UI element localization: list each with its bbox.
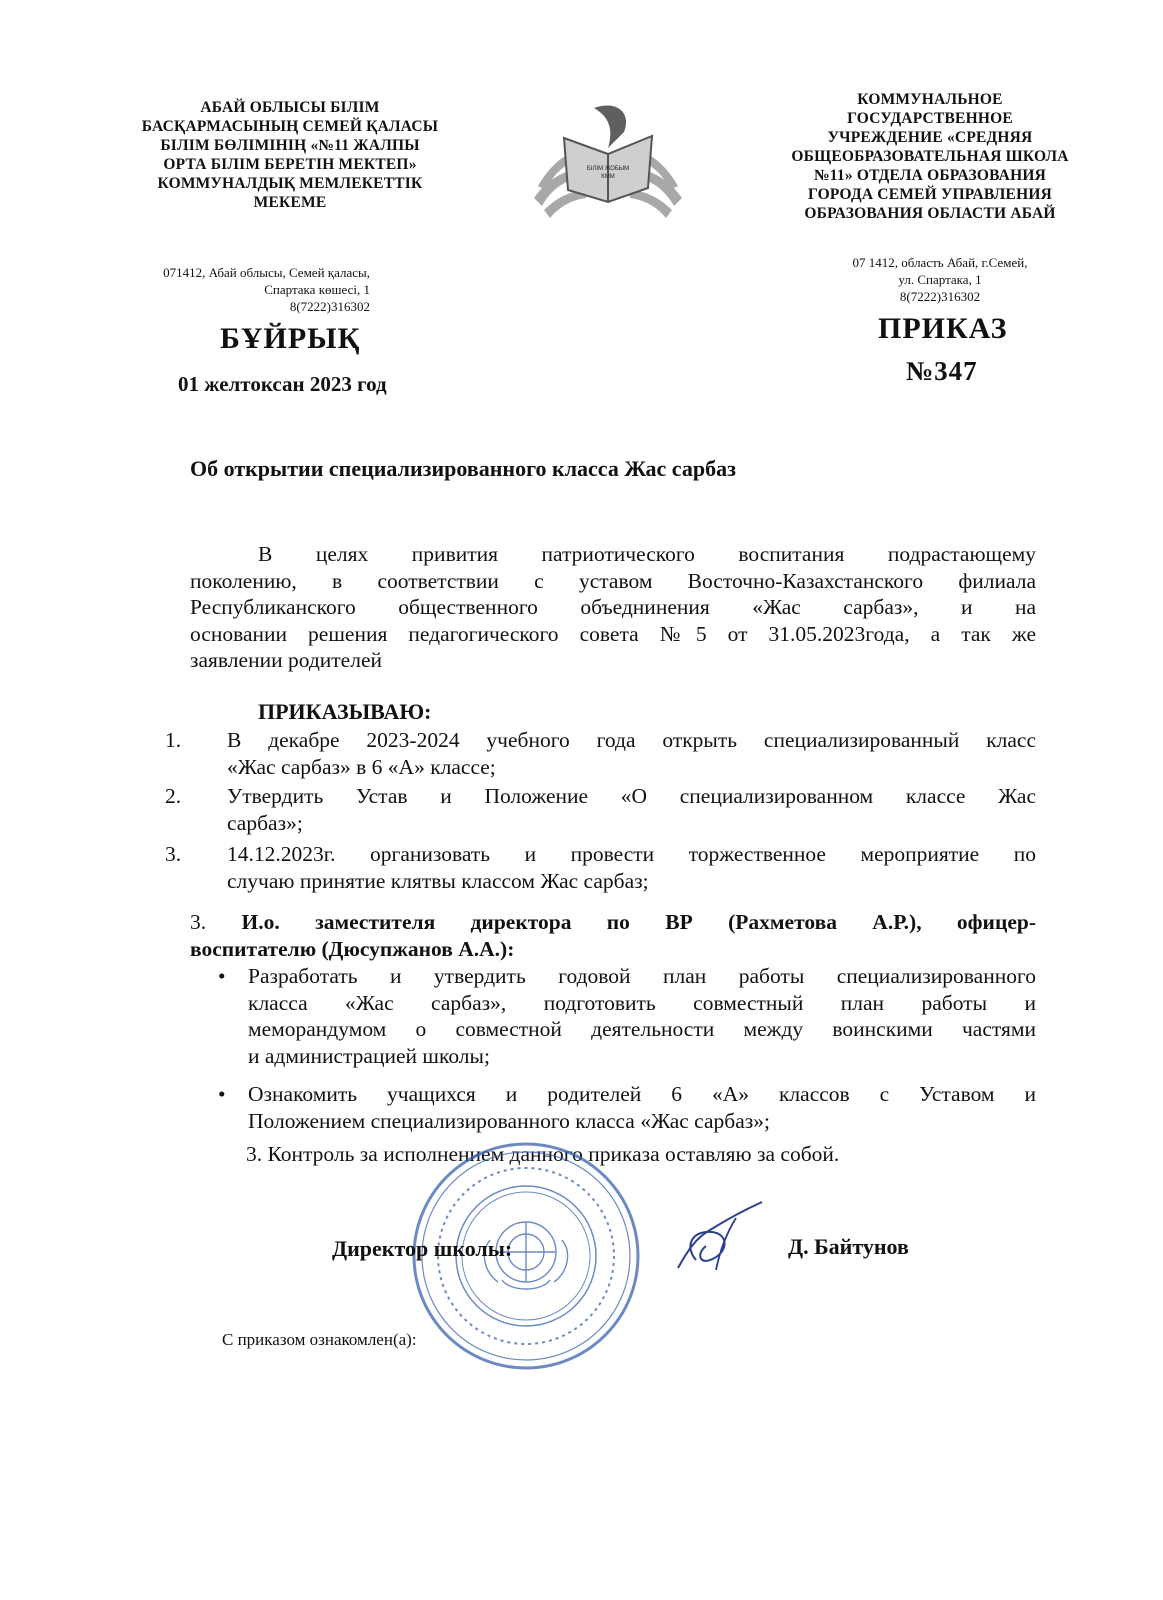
bullet-item [212, 1081, 1036, 1134]
order-title-kz: БҰЙРЫҚ [220, 322, 361, 355]
header-right-org-line: №11» ОТДЕЛА ОБРАЗОВАНИЯ [814, 167, 1046, 184]
responsible-number: 3. [190, 910, 207, 934]
header-left-org-line: МЕКЕМЕ [253, 194, 327, 211]
header-right-org-line: ОБЩЕОБРАЗОВАТЕЛЬНАЯ ШКОЛА [791, 148, 1069, 165]
order-item [165, 841, 1036, 894]
header-right-org-line: УЧРЕЖДЕНИЕ «СРЕДНЯЯ [827, 129, 1033, 146]
bullet-line: меморандумом о совместной деятельности между воинскими частями [248, 1017, 1036, 1041]
handwritten-signature [666, 1190, 776, 1280]
header-left-org-line: БАСҚАРМАСЫНЫҢ СЕМЕЙ ҚАЛАСЫ [141, 118, 439, 135]
signature-name: Д. Байтунов [788, 1234, 909, 1259]
command-heading: ПРИКАЗЫВАЮ: [258, 699, 432, 724]
header-right-org-line: КОММУНАЛЬНОЕ [857, 91, 1003, 108]
bullet-line: Положением специализированного класса «Жас сарбаз»; [248, 1108, 770, 1133]
header-right-org-line: ГОРОДА СЕМЕЙ УПРАВЛЕНИЯ [807, 186, 1052, 203]
header-right-address [790, 254, 1090, 305]
acknowledged-line: С приказом ознакомлен(а): [222, 1330, 417, 1349]
school-logo [524, 98, 692, 228]
responsible-block [190, 909, 1036, 962]
intro-line: основании решения педагогического совета №5 от 31.05.2023года, а так же [190, 621, 1036, 646]
order-subject: Об открытии специализированного класса Жас сарбаз [190, 456, 736, 481]
order-date: 01 желтоксан 2023 год [178, 372, 387, 396]
address-line: 071412, Абай облысы, Семей қаласы, [163, 265, 370, 280]
responsible-text: И.о. заместителя директора по ВР (Рахметова А.Р.), офицер- [241, 910, 1036, 934]
responsible-line [190, 909, 1036, 936]
item-line: В декабре 2023-2024 учебного года открыть специализированный класс [227, 728, 1036, 752]
item-number: 2. [165, 784, 182, 808]
bullet-line: класса «Жас сарбаз», подготовить совместный план работы и [248, 990, 1036, 1015]
logo-text: БІЛІМ ЖОБЫМ [586, 166, 630, 172]
control-clause: 3. Контроль за исполнением данного приказа оставляю за собой. [246, 1142, 840, 1166]
intro-paragraph [190, 541, 1036, 674]
bullet-dot: • [218, 964, 226, 988]
item-line: «Жас сарбаз» в 6 «А» классе; [227, 754, 496, 779]
header-left-org-line: КОММУНАЛДЫҚ МЕМЛЕКЕТТІК [157, 175, 423, 192]
item-line: сарбаз»; [227, 810, 303, 835]
bullet-line: Ознакомить учащихся и родителей 6 «А» классов с Уставом и [248, 1082, 1036, 1106]
address-line: Спартака көшесі, 1 [264, 282, 370, 297]
item-line: случаю принятие клятвы классом Жас сарбаз; [227, 868, 649, 893]
header-right-org-line: ОБРАЗОВАНИЯ ОБЛАСТИ АБАЙ [804, 205, 1056, 222]
responsible-line: воспитателю (Дюсупжанов А.А.): [190, 936, 515, 961]
address-line: 8(7222)316302 [289, 299, 370, 314]
header-left-org-line: АБАЙ ОБЛЫСЫ БІЛІМ [200, 99, 380, 116]
header-right-org [760, 90, 1100, 223]
item-line: 14.12.2023г. организовать и провести торжественное мероприятие по [227, 842, 1036, 866]
order-item [165, 727, 1036, 780]
address-line: ул. Спартака, 1 [898, 272, 982, 287]
bullet-line: Разработать и утвердить годовой план работы специализированного [248, 964, 1036, 988]
order-item [165, 783, 1036, 836]
intro-line: В целях привития патриотического воспитания подрастающему [258, 542, 1036, 566]
address-line: 07 1412, область Абай, г.Семей, [852, 255, 1028, 270]
order-title-ru: ПРИКАЗ [878, 312, 1008, 345]
address-line: 8(7222)316302 [899, 289, 981, 304]
item-line: Утвердить Устав и Положение «О специализированном классе Жас [227, 784, 1036, 808]
item-number: 1. [165, 728, 182, 752]
header-right-org-line: ГОСУДАРСТВЕННОЕ [847, 110, 1013, 127]
order-number: №347 [906, 356, 978, 386]
header-left-org-line: ОРТА БІЛІМ БЕРЕТІН МЕКТЕП» [163, 156, 417, 173]
bullet-item [212, 963, 1036, 1069]
header-left-org-line: БІЛІМ БӨЛІМІНІҢ «№11 ЖАЛПЫ [160, 137, 420, 154]
signature-role: Директор школы: [332, 1236, 513, 1261]
bullet-dot: • [218, 1082, 226, 1106]
logo-text: КММ [601, 174, 615, 180]
header-left-address [100, 264, 370, 315]
header-left-org [120, 98, 460, 212]
intro-line: поколению, в соответствии с уставом Восточно-Казахстанского филиала [190, 568, 1036, 593]
bullet-line: и администрацией школы; [248, 1043, 490, 1068]
item-number: 3. [165, 842, 182, 866]
intro-line: заявлении родителей [190, 648, 382, 672]
intro-line: Республиканского общественного объеднинения «Жас сарбаз», и на [190, 595, 1036, 619]
